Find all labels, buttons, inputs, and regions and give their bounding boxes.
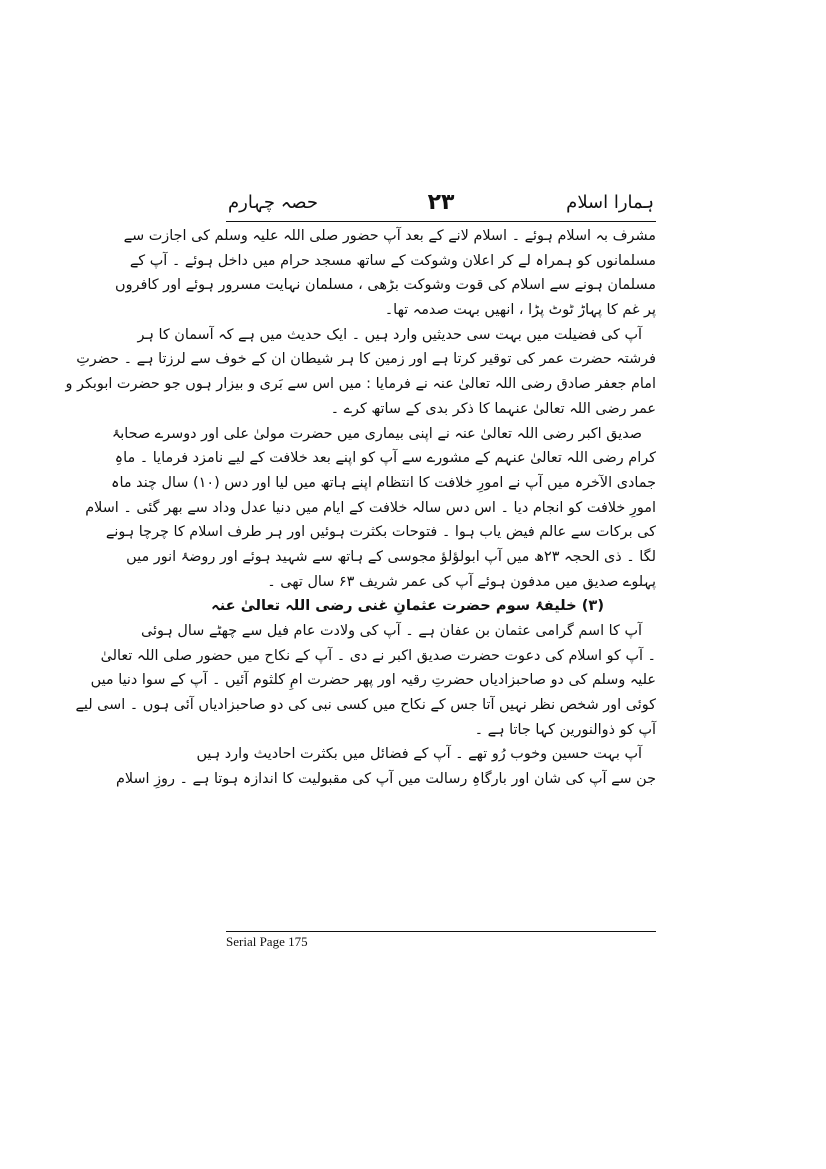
text-line: لگا ۔ ذی الحجہ ۲۳ھ میں آپ ابولؤلؤ مجوسی کے ہاتھ سے شہید ہوئے اور روضۂ انور میں — [126, 548, 656, 565]
text-line: عمر رضی اللہ تعالیٰ عنہما کا ذکر بدی کے ساتھ کرے ۔ — [330, 400, 656, 417]
text-line: آپ بہت حسین وخوب رُو تھے ۔ آپ کے فضائل میں بکثرت احادیث وارد ہیں — [196, 746, 642, 763]
text-line: فرشتہ حضرت عمر کی توقیر کرتا ہے اور زمین کا ہر شیطان ان کے خوف سے لرزتا ہے ۔ حضرتِ — [76, 351, 656, 368]
running-header — [226, 190, 656, 220]
text-line: کوئی اور شخص نظر نہیں آتا جس کے نکاح میں کسی نبی کی دو صاحبزادیاں آئی ہوں ۔ اسی لیے — [75, 697, 656, 714]
text-line: کرام رضی اللہ تعالیٰ عنہم کے مشورے سے آپ کو اپنے بعد خلافت کے لیے نامزد فرمایا ۔ ماہِ — [114, 450, 656, 467]
text-line: کی برکات سے عالم فیض یاب ہوا ۔ فتوحات بکثرت ہوئیں اور ہر طرف اسلام کا چرچا ہونے — [105, 524, 656, 541]
text-line: آپ کا اسم گرامی عثمان بن عفان ہے ۔ آپ کی ولادت عام فیل سے چھٹے سال ہوئی — [140, 623, 642, 639]
section-heading: (۳) خلیفۂ سوم حضرت عثمانِ غنی رضی اللہ تعالیٰ عنہ — [211, 597, 604, 615]
page-number: ۲۳ — [427, 190, 455, 215]
text-line: پر غم کا پہاڑ ٹوٹ پڑا ، انھیں بہت صدمہ تھا۔ — [384, 302, 656, 319]
book-title: ہمارا اسلام — [566, 192, 654, 213]
text-line: صدیق اکبر رضی اللہ تعالیٰ عنہ نے اپنی بیماری میں حضرت مولیٰ علی اور دوسرے صحابۂ — [111, 425, 642, 442]
text-line: امام جعفر صادق رضی اللہ تعالیٰ عنہ نے فرمایا : میں اس سے بَری و بیزار ہوں جو حضرت ابوبکر و — [65, 376, 656, 393]
text-line: امورِ خلافت کو انجام دیا ۔ اس دس سالہ خلافت کے ایام میں دنیا عدل وداد سے بھر گئی ۔ اسلام — [85, 499, 656, 516]
text-line: پہلوے صدیق میں مدفون ہوئے آپ کی عمر شریف ۶۳ سال تھی ۔ — [267, 573, 656, 590]
part-label: حصہ چہارم — [228, 192, 318, 213]
text-line: مسلمانوں کو ہمراہ لے کر اعلان وشوکت کے ساتھ مسجد حرام میں داخل ہوئے ۔ آپ کے — [129, 252, 656, 269]
text-line: مشرف بہ اسلام ہوئے ۔ اسلام لانے کے بعد آپ حضور صلی اللہ علیہ وسلم کی اجازت سے — [123, 228, 656, 244]
serial-page-label: Serial Page 175 — [226, 934, 308, 949]
text-line: علیہ وسلم کی دو صاحبزادیاں حضرتِ رقیہ اور پھر حضرت امِ کلثوم آئیں ۔ آپ کے سوا دنیا میں — [90, 672, 656, 689]
header-rule — [226, 221, 656, 222]
text-line: آپ کو ذوالنورین کہا جاتا ہے ۔ — [474, 721, 656, 738]
text-line: آپ کی فضیلت میں بہت سی حدیثیں وارد ہیں ۔ ایک حدیث میں ہے کہ آسمان کا ہر — [137, 326, 642, 343]
text-line: مسلمان ہونے سے اسلام کی قوت وشوکت بڑھی ، مسلمان نہایت مسرور ہوئے اور کافروں — [115, 277, 656, 294]
footer-rule — [226, 931, 656, 932]
text-line: جن سے آپ کی شان اور بارگاہِ رسالت میں آپ کی مقبولیت کا اندازہ ہوتا ہے ۔ روزِ اسلام — [115, 771, 656, 788]
text-line: ۔ آپ کو اسلام کی دعوت حضرت صدیق اکبر نے دی ۔ آپ کے نکاح میں حضور صلی اللہ تعالیٰ — [100, 647, 656, 664]
body-text — [65, 224, 656, 792]
text-line: جمادی الآخرہ میں آپ نے امورِ خلافت کا انتظام اپنے ہاتھ میں لیا اور دس (۱۰) سال چند ماہ — [111, 474, 656, 491]
